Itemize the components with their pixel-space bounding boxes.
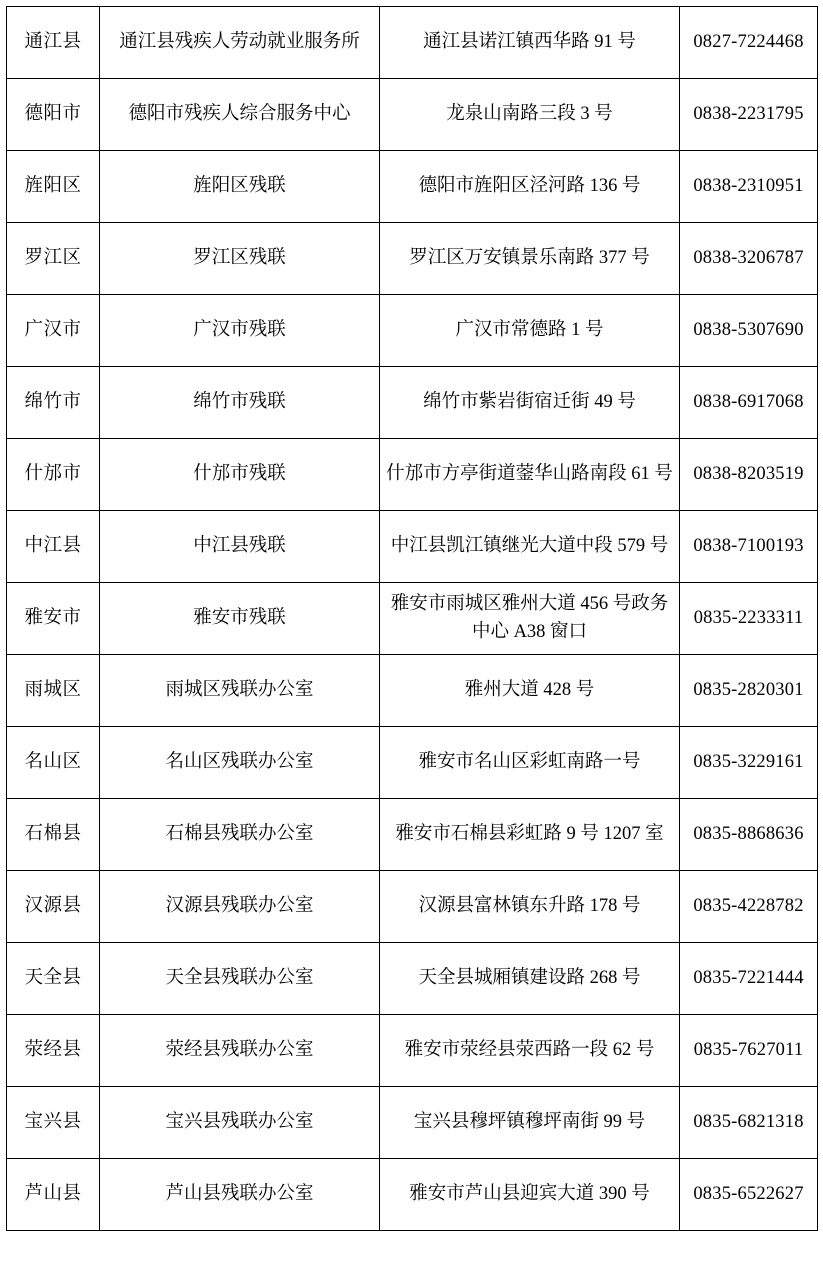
cell-phone: 0838-7100193	[680, 511, 818, 583]
table-row	[7, 367, 818, 439]
cell-organization: 汉源县残联办公室	[100, 871, 380, 943]
cell-phone: 0835-6522627	[680, 1159, 818, 1231]
cell-address: 雅安市雨城区雅州大道 456 号政务中心 A38 窗口	[380, 583, 680, 655]
cell-organization: 中江县残联	[100, 511, 380, 583]
cell-area: 汉源县	[7, 871, 100, 943]
cell-address: 绵竹市紫岩街宿迁街 49 号	[380, 367, 680, 439]
cell-address: 罗江区万安镇景乐南路 377 号	[380, 223, 680, 295]
cell-phone: 0838-2310951	[680, 151, 818, 223]
cell-phone: 0835-2820301	[680, 655, 818, 727]
cell-area: 雅安市	[7, 583, 100, 655]
cell-phone: 0827-7224468	[680, 7, 818, 79]
cell-address: 汉源县富林镇东升路 178 号	[380, 871, 680, 943]
cell-address: 雅安市石棉县彩虹路 9 号 1207 室	[380, 799, 680, 871]
cell-organization: 芦山县残联办公室	[100, 1159, 380, 1231]
cell-address: 德阳市旌阳区泾河路 136 号	[380, 151, 680, 223]
table-row	[7, 79, 818, 151]
cell-phone: 0835-8868636	[680, 799, 818, 871]
cell-organization: 雅安市残联	[100, 583, 380, 655]
cell-area: 绵竹市	[7, 367, 100, 439]
cell-area: 罗江区	[7, 223, 100, 295]
cell-organization: 石棉县残联办公室	[100, 799, 380, 871]
cell-area: 石棉县	[7, 799, 100, 871]
table-row	[7, 583, 818, 655]
cell-organization: 旌阳区残联	[100, 151, 380, 223]
cell-area: 广汉市	[7, 295, 100, 367]
cell-area: 宝兴县	[7, 1087, 100, 1159]
contact-table	[6, 6, 818, 1231]
cell-phone: 0835-3229161	[680, 727, 818, 799]
cell-organization: 荥经县残联办公室	[100, 1015, 380, 1087]
cell-organization: 广汉市残联	[100, 295, 380, 367]
cell-address: 雅安市荥经县荥西路一段 62 号	[380, 1015, 680, 1087]
cell-area: 荥经县	[7, 1015, 100, 1087]
cell-address: 宝兴县穆坪镇穆坪南街 99 号	[380, 1087, 680, 1159]
cell-address: 雅安市名山区彩虹南路一号	[380, 727, 680, 799]
cell-address: 龙泉山南路三段 3 号	[380, 79, 680, 151]
table-row	[7, 799, 818, 871]
cell-organization: 雨城区残联办公室	[100, 655, 380, 727]
table-row	[7, 151, 818, 223]
cell-organization: 绵竹市残联	[100, 367, 380, 439]
cell-organization: 名山区残联办公室	[100, 727, 380, 799]
cell-address: 广汉市常德路 1 号	[380, 295, 680, 367]
cell-area: 中江县	[7, 511, 100, 583]
cell-phone: 0838-8203519	[680, 439, 818, 511]
table-row	[7, 223, 818, 295]
cell-address: 通江县诺江镇西华路 91 号	[380, 7, 680, 79]
cell-area: 名山区	[7, 727, 100, 799]
cell-organization: 天全县残联办公室	[100, 943, 380, 1015]
cell-phone: 0835-7627011	[680, 1015, 818, 1087]
table-row	[7, 1087, 818, 1159]
cell-address: 雅州大道 428 号	[380, 655, 680, 727]
cell-phone: 0835-6821318	[680, 1087, 818, 1159]
cell-organization: 宝兴县残联办公室	[100, 1087, 380, 1159]
cell-area: 什邡市	[7, 439, 100, 511]
cell-phone: 0835-7221444	[680, 943, 818, 1015]
table-row	[7, 943, 818, 1015]
table-row	[7, 439, 818, 511]
table-row	[7, 1015, 818, 1087]
table-row	[7, 727, 818, 799]
cell-address: 中江县凯江镇继光大道中段 579 号	[380, 511, 680, 583]
cell-organization: 通江县残疾人劳动就业服务所	[100, 7, 380, 79]
cell-area: 天全县	[7, 943, 100, 1015]
table-row	[7, 1159, 818, 1231]
cell-address: 天全县城厢镇建设路 268 号	[380, 943, 680, 1015]
cell-organization: 德阳市残疾人综合服务中心	[100, 79, 380, 151]
cell-phone: 0838-5307690	[680, 295, 818, 367]
table-row	[7, 7, 818, 79]
cell-address: 什邡市方亭街道蓥华山路南段 61 号	[380, 439, 680, 511]
table-body	[7, 7, 818, 1231]
cell-organization: 什邡市残联	[100, 439, 380, 511]
cell-organization: 罗江区残联	[100, 223, 380, 295]
table-row	[7, 295, 818, 367]
cell-area: 雨城区	[7, 655, 100, 727]
table-row	[7, 871, 818, 943]
cell-phone: 0838-2231795	[680, 79, 818, 151]
cell-phone: 0835-4228782	[680, 871, 818, 943]
cell-area: 德阳市	[7, 79, 100, 151]
cell-phone: 0838-3206787	[680, 223, 818, 295]
table-row	[7, 655, 818, 727]
table-row	[7, 511, 818, 583]
cell-phone: 0835-2233311	[680, 583, 818, 655]
cell-address: 雅安市芦山县迎宾大道 390 号	[380, 1159, 680, 1231]
cell-phone: 0838-6917068	[680, 367, 818, 439]
cell-area: 芦山县	[7, 1159, 100, 1231]
cell-area: 通江县	[7, 7, 100, 79]
cell-area: 旌阳区	[7, 151, 100, 223]
